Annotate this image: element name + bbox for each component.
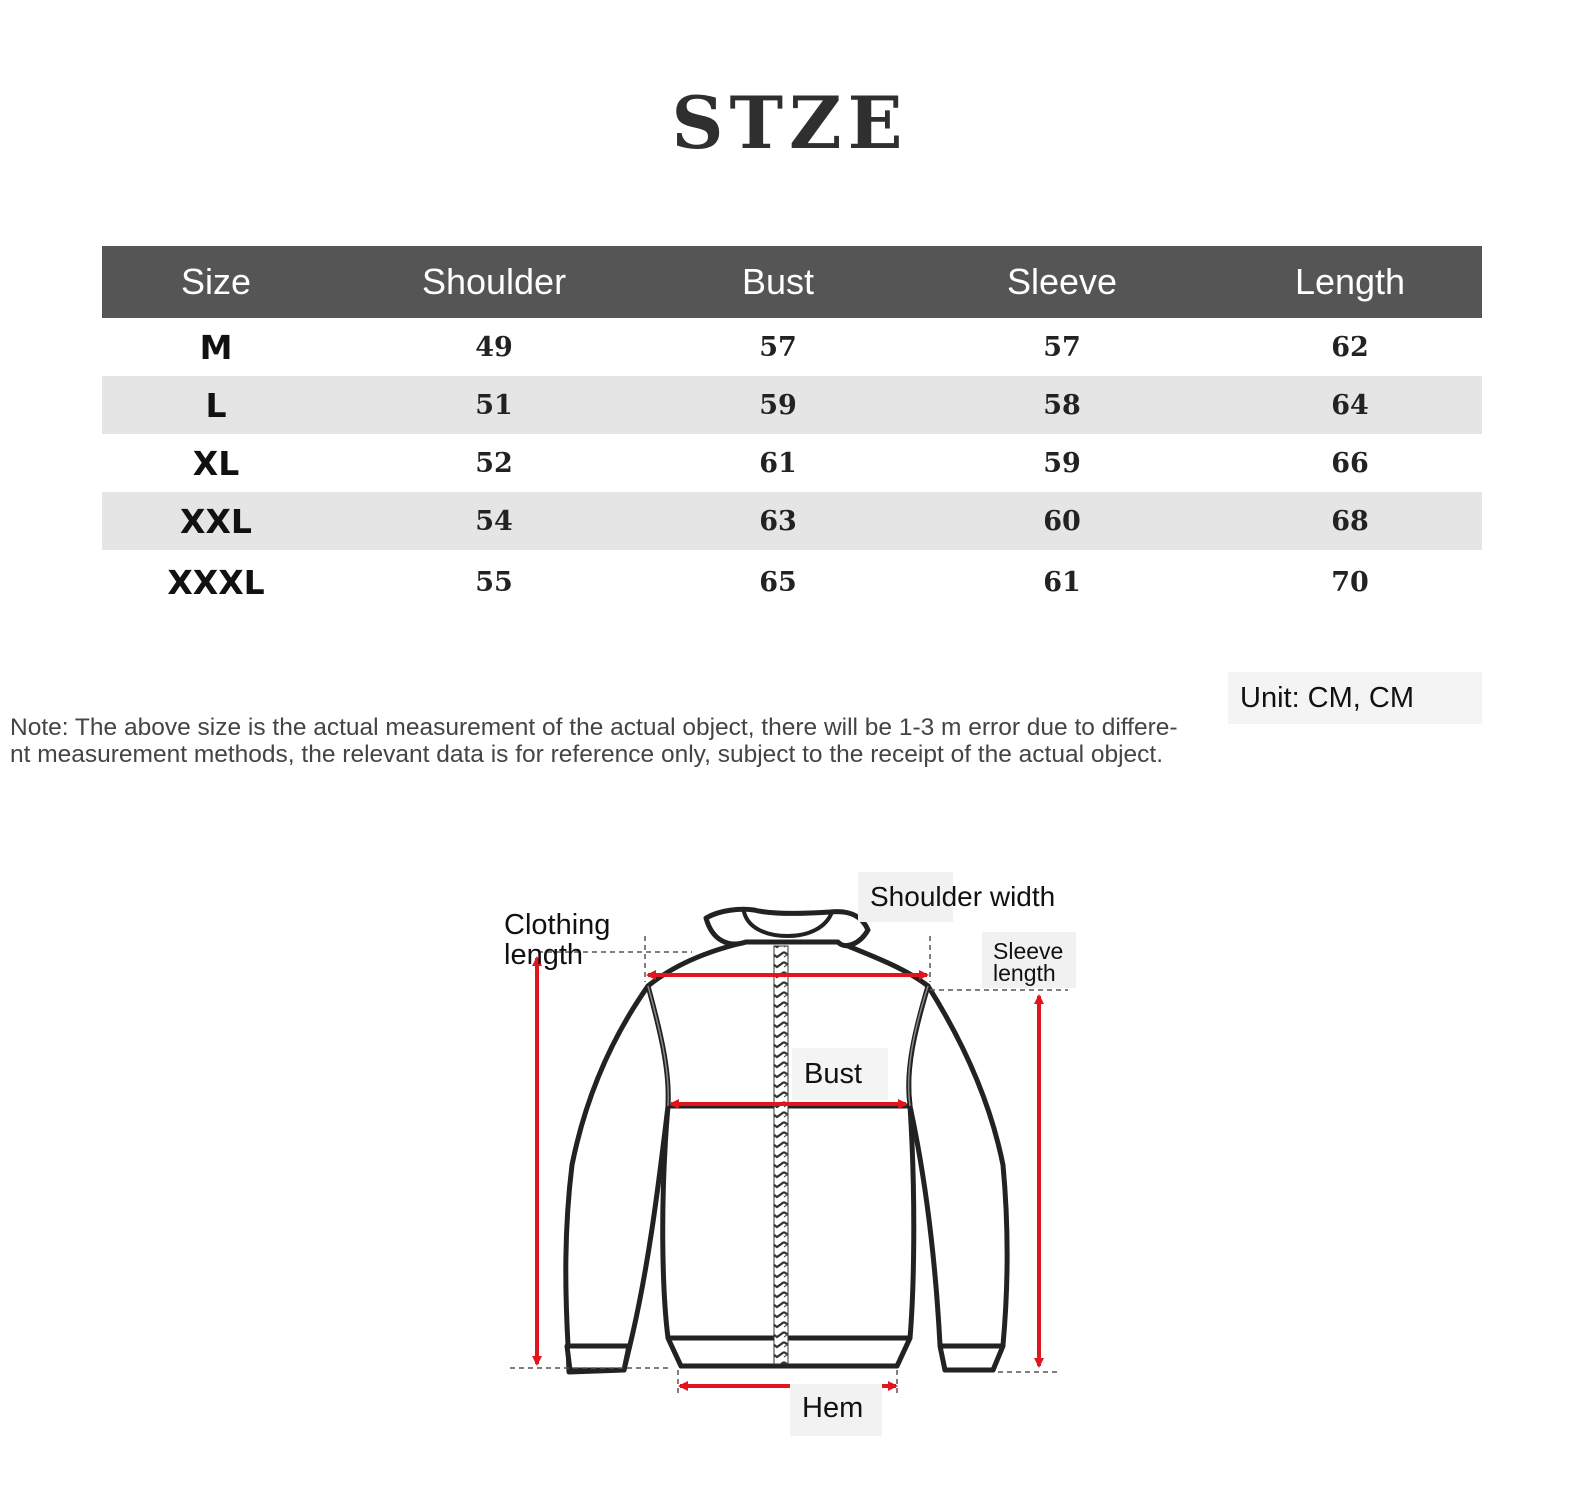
bust-value: 61 bbox=[759, 447, 797, 479]
size-label: M bbox=[199, 327, 233, 367]
jacket-collar bbox=[706, 909, 868, 945]
sleeve-length-line-2: length bbox=[993, 960, 1056, 986]
right-cuff bbox=[940, 1346, 1003, 1370]
zipper bbox=[774, 946, 788, 1364]
bust-value: 57 bbox=[759, 331, 797, 363]
header-length: Length bbox=[1294, 261, 1406, 302]
bust-value: 59 bbox=[759, 389, 797, 421]
size-label: XXXL bbox=[167, 562, 265, 602]
shoulder-value: 55 bbox=[475, 566, 513, 598]
header-bust: Bust bbox=[741, 261, 815, 302]
header-shoulder: Shoulder bbox=[421, 261, 567, 302]
shoulder-value: 54 bbox=[475, 505, 513, 537]
right-sleeve bbox=[909, 986, 1007, 1370]
sleeve-value: 58 bbox=[1043, 389, 1081, 421]
note-line-2: nt measurement methods, the relevant data is for reference only, subject to the receipt of the actual object. bbox=[10, 741, 1164, 768]
clothing-length-line-1: Clothing bbox=[504, 909, 611, 941]
length-value: 62 bbox=[1331, 331, 1369, 363]
sleeve-value: 57 bbox=[1043, 331, 1081, 363]
length-value: 68 bbox=[1331, 505, 1369, 537]
shoulder-value: 51 bbox=[475, 389, 513, 421]
size-label: L bbox=[205, 385, 227, 425]
sleeve-value: 61 bbox=[1043, 566, 1081, 598]
unit-label: Unit: CM, CM bbox=[1228, 672, 1482, 724]
left-cuff bbox=[567, 1346, 629, 1370]
length-value: 70 bbox=[1331, 566, 1369, 598]
sleeve-length-label bbox=[982, 932, 1076, 988]
sleeve-length-line-1: Sleeve bbox=[993, 938, 1064, 964]
left-sleeve bbox=[566, 986, 668, 1372]
hem-band bbox=[668, 1338, 910, 1366]
shoulder-value: 52 bbox=[475, 447, 513, 479]
bust-value: 63 bbox=[759, 505, 797, 537]
sleeve-value: 59 bbox=[1043, 447, 1081, 479]
size-label: XXL bbox=[180, 501, 252, 541]
header-sleeve: Sleeve bbox=[1006, 261, 1118, 302]
bust-label: Bust bbox=[792, 1048, 888, 1100]
shoulder-value: 49 bbox=[475, 331, 513, 363]
bust-value: 65 bbox=[759, 566, 797, 598]
sleeve-value: 60 bbox=[1043, 505, 1081, 537]
size-label: XL bbox=[192, 443, 240, 483]
length-value: 64 bbox=[1331, 389, 1369, 421]
clothing-length-line-2: length bbox=[504, 939, 584, 971]
note-line-1: Note: The above size is the actual measurement of the actual object, there will be 1-3 m error due to differe- bbox=[10, 714, 1178, 741]
clothing-length-label bbox=[494, 900, 611, 971]
hem-label: Hem bbox=[790, 1384, 882, 1436]
header-size: Size bbox=[180, 261, 252, 302]
shoulder-width-label: Shoulder width bbox=[858, 872, 1055, 922]
length-value: 66 bbox=[1331, 447, 1369, 479]
page-title: STZE bbox=[671, 80, 909, 165]
